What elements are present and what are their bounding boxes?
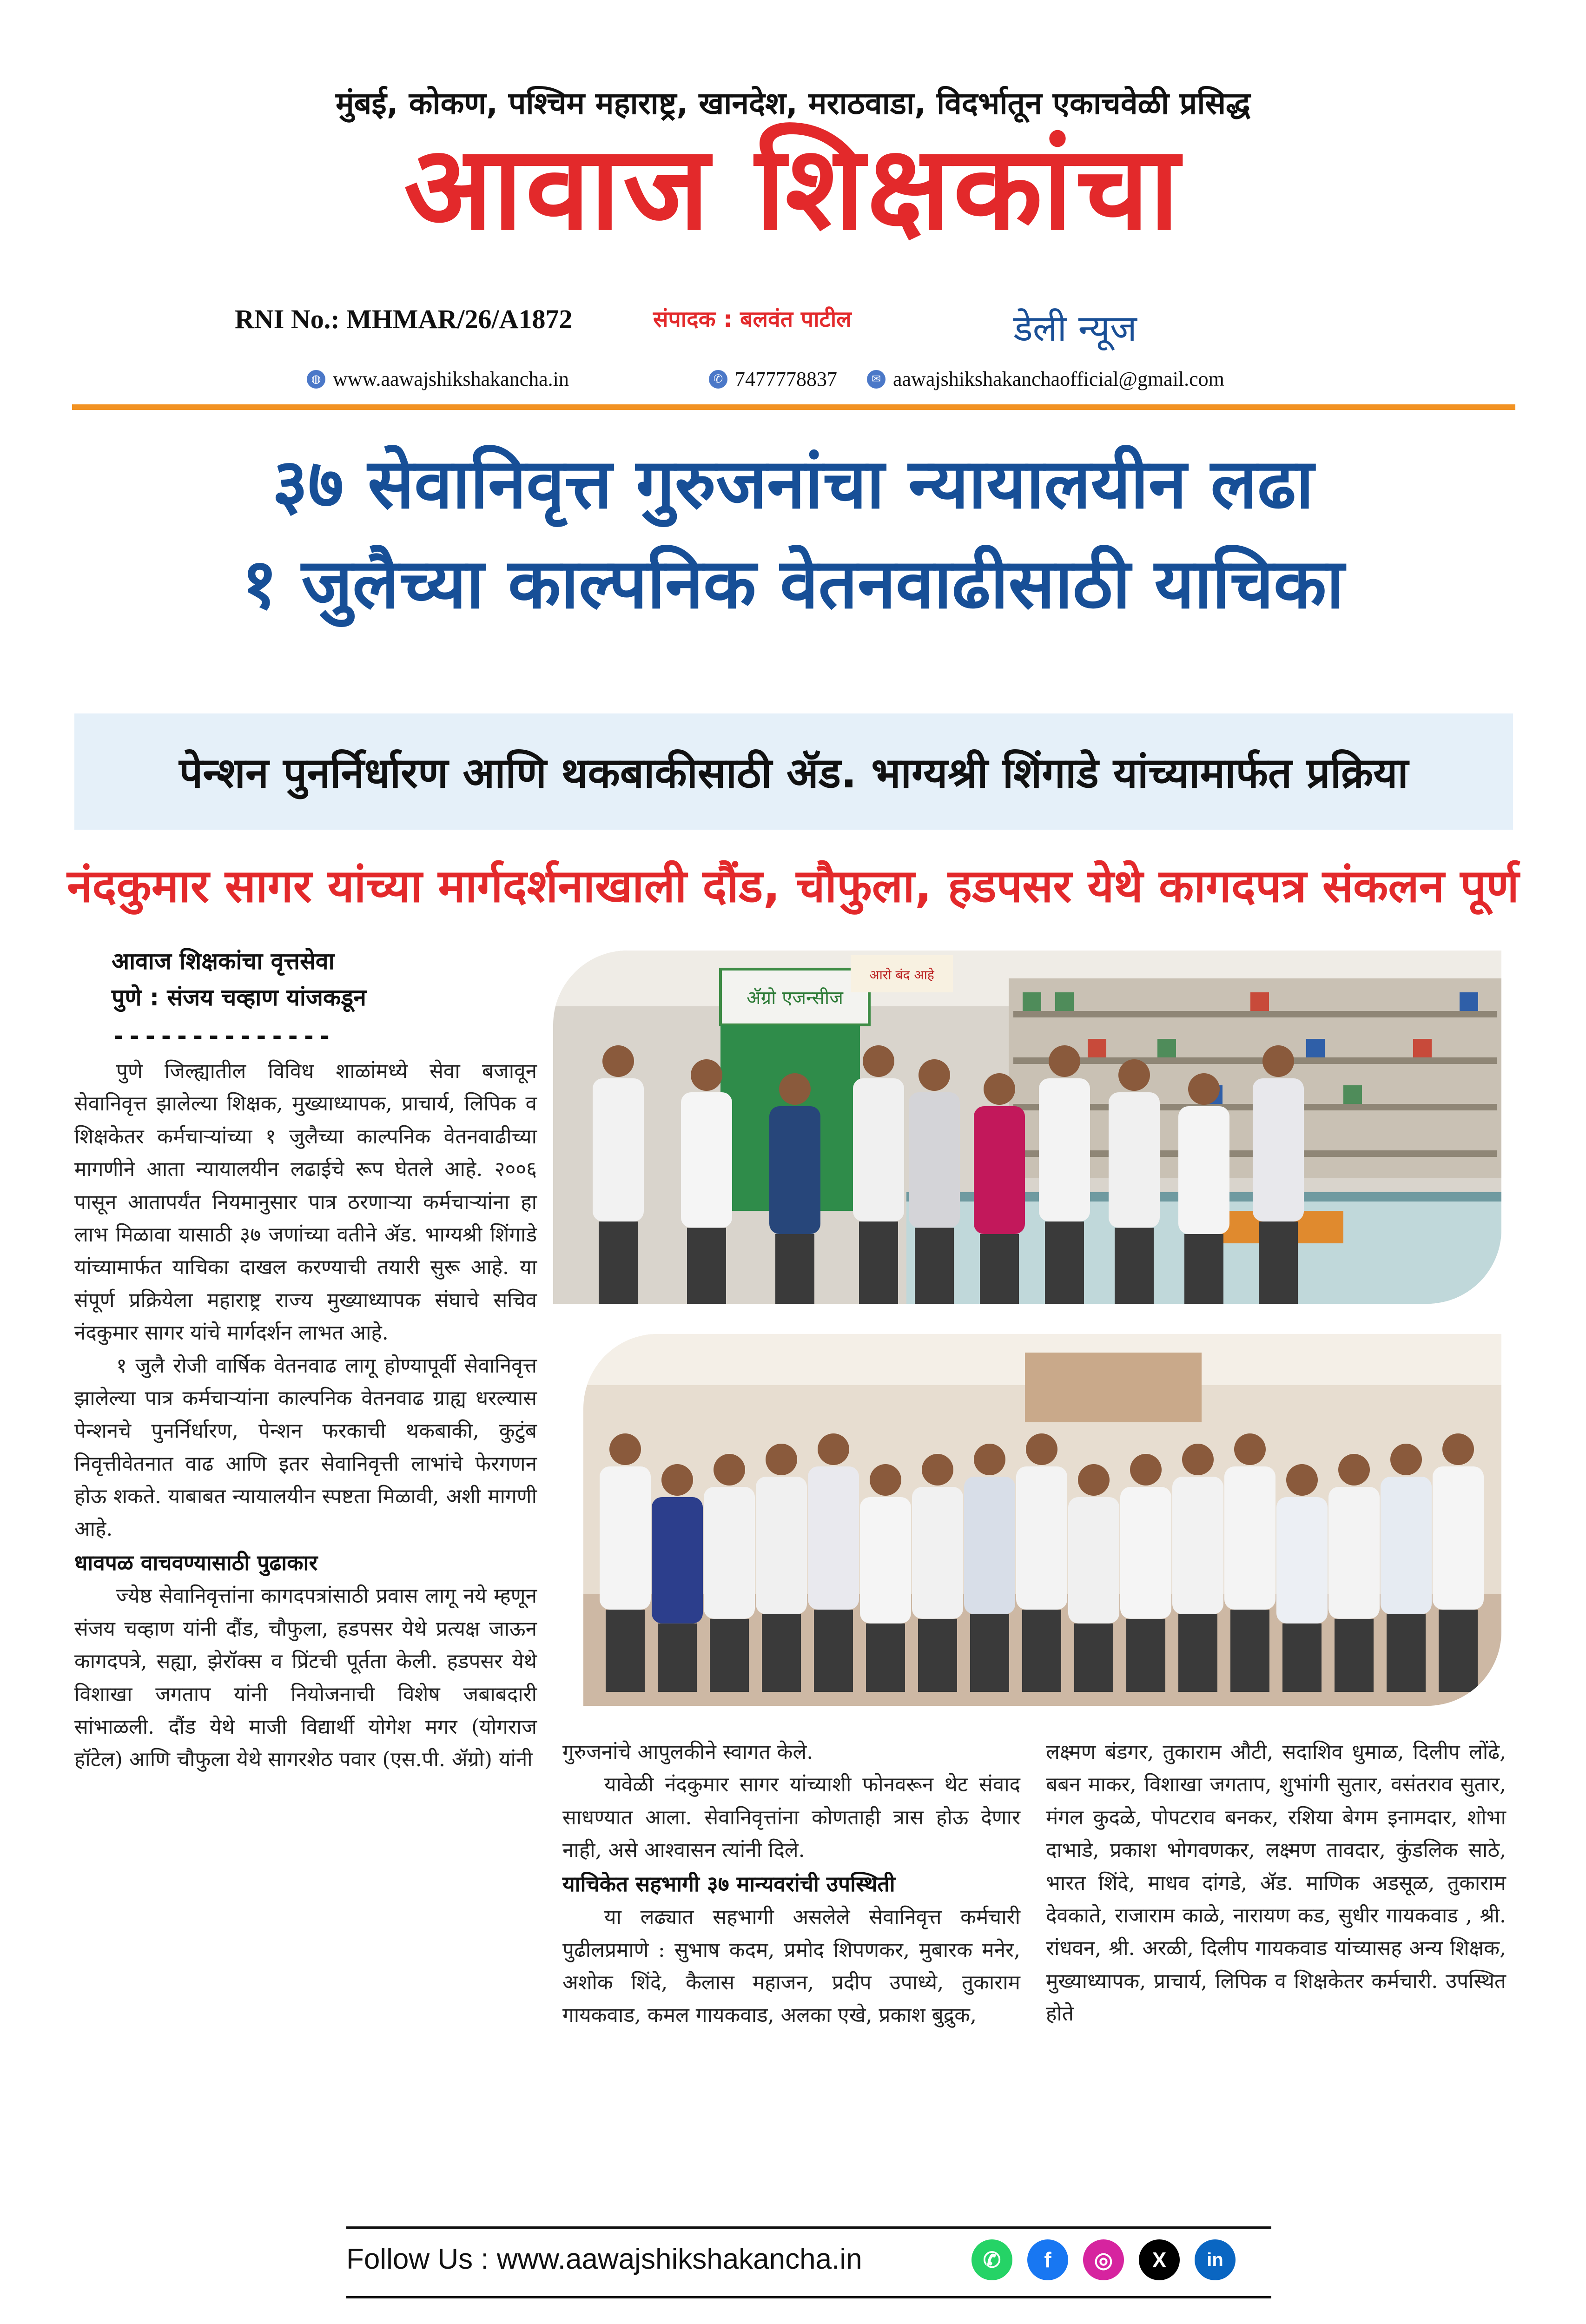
photo-group-standing: [583, 1334, 1501, 1706]
article-column-3: [1046, 1736, 1506, 2031]
instagram-icon[interactable]: ◎: [1083, 2239, 1124, 2280]
photo-shop-group: [553, 951, 1501, 1304]
reporter: पुणे : संजय चव्हाण यांजकडून: [112, 984, 366, 1011]
article-paragraph: लक्ष्मण बंडगर, तुकाराम औटी, सदाशिव धुमाळ, दिलीप लोंढे, बबन माकर, विशाखा जगताप, शुभांगी सुतार, वसंतराव सुतार, मंगल कुदळे, पोपटराव बनकर, रशिया बेगम इनामदार, शोभा दाभाडे, प्रकाश भोगवणकर, लक्ष्मण तावदार, कुंडलिक साठे, भारत शिंदे, माधव दांगडे, ॲड. माणिक अडसूळ, तुकाराम देवकाते, राजाराम काळे, नारायण कड, सुधीर गायकवाड , श्री. रांधवन, श्री. अरळी, दिलीप गायकवाड यांच्यासह अन्य शिक्षक, मुख्याध्यापक, प्राचार्य, लिपिक व शिक्षकेतर कर्मचारी. उपस्थित होते: [1046, 1740, 1506, 2026]
footer-rule-top: [346, 2226, 1271, 2229]
person-figure: [912, 1454, 963, 1692]
email-icon: ✉: [867, 370, 886, 389]
person-figure: [769, 1073, 820, 1304]
phone-text: 7477778837: [735, 368, 837, 390]
subheadline-box: [74, 713, 1513, 830]
person-figure: [1120, 1454, 1171, 1692]
section-subhead: धावपळ वाचवण्यासाठी पुढाकार: [74, 1550, 318, 1575]
person-figure: [1433, 1433, 1484, 1692]
article-paragraph: १ जुलै रोजी वार्षिक वेतनवाढ लागू होण्यापूर्वी सेवानिवृत्त झालेल्या पात्र कर्मचाऱ्यांना काल्पनिक वेतनवाढ ग्राह्य धरल्यास पेन्शनचे पुनर्निर्धारण, पेन्शन फरकाची थकबाकी, कुटुंब निवृत्तीवेतनात वाढ आणि इतर सेवानिवृत्ती लाभांचे फेरगणन होऊ शकते. याबाबत न्यायालयीन स्पष्टता मिळावी, अशी मागणी आहे.: [74, 1353, 537, 1541]
website-text: www.aawajshikshakancha.in: [333, 368, 569, 390]
globe-icon: ◍: [307, 370, 325, 389]
website-contact[interactable]: [307, 367, 569, 391]
article-column-1: [74, 1055, 537, 1776]
email-text: aawajshikshakanchaofficial@gmail.com: [893, 368, 1224, 390]
tagline: डेली न्यूज: [1013, 308, 1137, 350]
article-column-2: [562, 1736, 1020, 2032]
top-sign-text: आरो बंद आहे: [869, 967, 934, 983]
shop-sign-text: ॲग्रो एजन्सीज: [747, 987, 843, 1009]
person-figure: [1172, 1444, 1223, 1692]
person-figure: [1224, 1433, 1275, 1692]
editor-name: संपादक : बलवंत पाटील: [653, 306, 852, 332]
person-figure: [681, 1059, 732, 1304]
footer-rule-bottom: [346, 2296, 1271, 2298]
person-figure: [1016, 1433, 1067, 1692]
follow-us-text[interactable]: Follow Us : www.aawajshikshakancha.in: [346, 2243, 862, 2275]
masthead-divider: [72, 404, 1515, 410]
person-figure: [756, 1444, 807, 1692]
newspaper-title: आवाज शिक्षकांचा: [403, 120, 1183, 256]
linkedin-icon[interactable]: in: [1195, 2239, 1236, 2280]
person-figure: [964, 1444, 1015, 1692]
person-figure: [593, 1045, 644, 1304]
article-paragraph: या लढ्यात सहभागी असलेले सेवानिवृत्त कर्मचारी पुढीलप्रमाणे : सुभाष कदम, प्रमोद शिपणकर, मुबारक मनेर, अशोक शिंदे, कैलास महाजन, प्रदीप उपाध्ये, तुकाराम गायकवाड, कमल गायकवाड, अलका एखे, प्रकाश बुद्रुक,: [562, 1905, 1020, 2027]
person-figure: [1276, 1464, 1328, 1692]
subheadline: पेन्शन पुनर्निर्धारण आणि थकबाकीसाठी ॲड. भाग्यश्री शिंगाडे यांच्यामार्फत प्रक्रिया: [179, 749, 1408, 798]
person-figure: [1068, 1464, 1119, 1692]
person-figure: [909, 1059, 960, 1304]
person-figure: [1381, 1444, 1432, 1692]
facebook-icon[interactable]: f: [1027, 2239, 1068, 2280]
article-paragraph: गुरुजनांचे आपुलकीने स्वागत केले.: [562, 1740, 813, 1764]
headline-line-1: ३७ सेवानिवृत्त गुरुजनांचा न्यायालयीन लढा: [272, 444, 1314, 524]
phone-contact[interactable]: [709, 367, 837, 391]
kicker-headline: नंदकुमार सागर यांच्या मार्गदर्शनाखाली दौंड, चौफुला, हडपसर येथे कागदपत्र संकलन पूर्ण: [67, 860, 1519, 913]
rni-number: RNI No.: MHMAR/26/A1872: [235, 304, 573, 334]
coverage-line: मुंबई, कोकण, पश्चिम महाराष्ट्र, खानदेश, मराठवाडा, विदर्भातून एकाचवेळी प्रसिद्ध: [336, 86, 1250, 121]
person-figure: [1253, 1045, 1304, 1304]
person-figure: [1109, 1059, 1160, 1304]
whatsapp-icon[interactable]: ✆: [971, 2239, 1012, 2280]
person-figure: [974, 1073, 1025, 1304]
person-figure: [704, 1454, 755, 1692]
x-icon[interactable]: X: [1139, 2239, 1180, 2280]
person-figure: [600, 1433, 651, 1692]
person-figure: [808, 1433, 859, 1692]
person-figure: [1328, 1454, 1380, 1692]
person-figure: [1039, 1045, 1090, 1304]
byline-rule: --------------: [112, 1023, 334, 1050]
person-figure: [652, 1464, 703, 1692]
article-paragraph: ज्येष्ठ सेवानिवृत्तांना कागदपत्रांसाठी प्रवास लागू नये म्हणून संजय चव्हाण यांनी दौंड, चौफुला, हडपसर येथे प्रत्यक्ष जाऊन कागदपत्रे, सह्या, झेरॉक्स व प्रिंटची पूर्तता केली. हडपसर येथे विशाखा जगताप यांनी नियोजनाची विशेष जबाबदारी सांभाळली. दौंड येथे माजी विद्यार्थी योगेश मगर (योगराज हॉटेल) आणि चौफुला येथे सागरशेठ पवार (एस.पी. ॲग्रो) यांनी: [74, 1584, 537, 1772]
email-contact[interactable]: [867, 367, 1224, 391]
news-service: आवाज शिक्षकांचा वृत्तसेवा: [112, 948, 335, 975]
person-figure: [1178, 1073, 1229, 1304]
article-paragraph: यावेळी नंदकुमार सागर यांच्याशी फोनवरून थेट संवाद साधण्यात आला. सेवानिवृत्तांना कोणताही त्रास होऊ देणार नाही, असे आश्वासन त्यांनी दिले.: [562, 1773, 1020, 1862]
headline-line-2: १ जुलैच्या काल्पनिक वेतनवाढीसाठी याचिका: [242, 544, 1344, 624]
person-figure: [860, 1464, 911, 1692]
byline: [112, 944, 366, 1016]
phone-icon: ✆: [709, 370, 727, 389]
section-subhead: याचिकेत सहभागी ३७ मान्यवरांची उपस्थिती: [562, 1871, 895, 1896]
person-figure: [853, 1045, 904, 1304]
article-paragraph: पुणे जिल्ह्यातील विविध शाळांमध्ये सेवा बजावून सेवानिवृत्त झालेल्या शिक्षक, मुख्याध्यापक, प्राचार्य, लिपिक व शिक्षकेतर कर्मचाऱ्यांच्या १ जुलैच्या काल्पनिक वेतनवाढीच्या मागणीने आता न्यायालयीन लढाईचे रूप घेतले आहे. २००६ पासून आतापर्यंत नियमानुसार पात्र ठरणाऱ्या कर्मचाऱ्यांना हा लाभ मिळावा यासाठी ३७ जणांच्या वतीने ॲड. भाग्यश्री शिंगाडे यांच्यामार्फत याचिका दाखल करण्याची तयारी सुरू आहे. या संपूर्ण प्रक्रियेला महाराष्ट्र राज्य मुख्याध्यापक संघाचे सचिव नंदकुमार सागर यांचे मार्गदर्शन लाभत आहे.: [74, 1059, 537, 1345]
